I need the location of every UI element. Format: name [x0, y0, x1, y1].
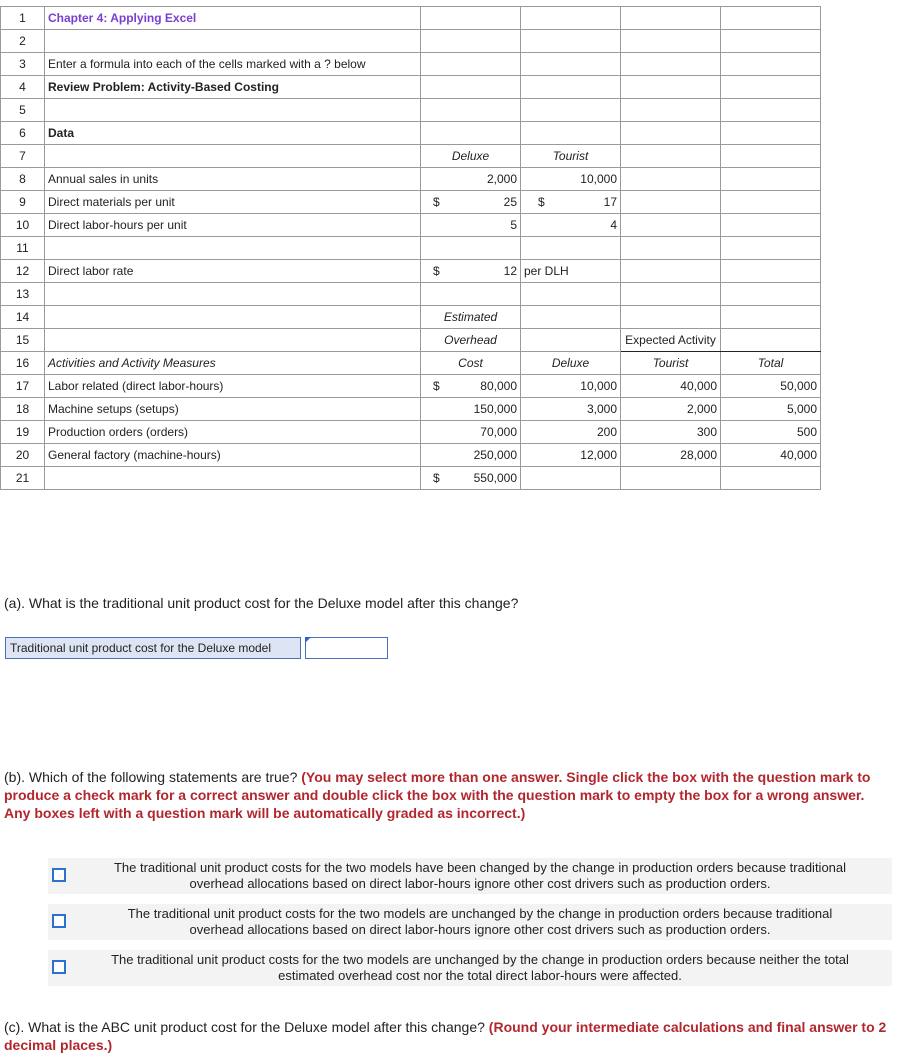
activity-deluxe: 12,000: [521, 444, 621, 467]
cell[interactable]: [721, 306, 821, 329]
question-a: (a). What is the traditional unit product cost for the Deluxe model after this change?: [4, 595, 519, 611]
sheet-row-20: [1, 444, 821, 467]
row-number: 16: [1, 352, 45, 375]
sheet-row-18: [1, 398, 821, 421]
cell[interactable]: [521, 329, 621, 352]
cell[interactable]: [721, 467, 821, 490]
sheet-row-4: [1, 76, 821, 99]
cell[interactable]: [421, 76, 521, 99]
cell[interactable]: [45, 329, 421, 352]
cell[interactable]: [721, 329, 821, 352]
row-number: 4: [1, 76, 45, 99]
question-b: [4, 768, 894, 822]
sheet-row-7: [1, 145, 821, 168]
problem-title: Review Problem: Activity-Based Costing: [45, 76, 421, 99]
cell[interactable]: [621, 7, 721, 30]
sheet-row-1: [1, 7, 821, 30]
row-number: 6: [1, 122, 45, 145]
currency-symbol: $: [433, 471, 440, 485]
checkbox-1[interactable]: [52, 868, 66, 882]
activity-cost: 150,000: [421, 398, 521, 421]
cell[interactable]: [721, 7, 821, 30]
direct-materials-tourist: 17: [603, 195, 617, 209]
annual-sales-label: Annual sales in units: [45, 168, 421, 191]
cell[interactable]: [721, 237, 821, 260]
cell[interactable]: [721, 30, 821, 53]
total-overhead-value: 550,000: [473, 471, 517, 485]
header-overhead: Overhead: [421, 329, 521, 352]
cell[interactable]: [621, 53, 721, 76]
row-number: 3: [1, 53, 45, 76]
answer-row-a: [5, 637, 388, 659]
option-1-text: [78, 860, 882, 892]
sheet-row-9: [1, 191, 821, 214]
data-label: Data: [45, 122, 421, 145]
sheet-row-2: [1, 30, 821, 53]
sheet-row-14: [1, 306, 821, 329]
cell[interactable]: [721, 53, 821, 76]
cell[interactable]: [421, 30, 521, 53]
question-c-instruction: (Round your intermediate calculations and final answer to 2 decimal places.): [4, 1019, 887, 1053]
activity-deluxe: 3,000: [521, 398, 621, 421]
input-corner-marker: [305, 637, 311, 643]
cell[interactable]: [521, 76, 621, 99]
activities-label: Activities and Activity Measures: [45, 352, 421, 375]
sheet-title: Chapter 4: Applying Excel: [45, 7, 421, 30]
spreadsheet-grid: [0, 6, 821, 490]
row-number: 8: [1, 168, 45, 191]
sheet-row-10: [1, 214, 821, 237]
activity-tourist: 2,000: [621, 398, 721, 421]
activity-cost: 80,000: [480, 379, 517, 393]
sheet-row-21: [1, 467, 821, 490]
sheet-row-8: [1, 168, 821, 191]
activity-tourist: 28,000: [621, 444, 721, 467]
header-activity-tourist: Tourist: [621, 352, 721, 375]
activity-total: 5,000: [721, 398, 821, 421]
row-number: 20: [1, 444, 45, 467]
cell[interactable]: [721, 214, 821, 237]
cell[interactable]: [45, 30, 421, 53]
row-number: 14: [1, 306, 45, 329]
row-number: 18: [1, 398, 45, 421]
header-activity-total: Total: [721, 352, 821, 375]
cell[interactable]: [721, 122, 821, 145]
direct-labor-rate-value: 12: [503, 264, 517, 278]
cell[interactable]: [621, 260, 721, 283]
cell[interactable]: [421, 7, 521, 30]
sheet-row-15: [1, 329, 821, 352]
direct-labor-hours-label: Direct labor-hours per unit: [45, 214, 421, 237]
row-number: 19: [1, 421, 45, 444]
activity-total: 50,000: [721, 375, 821, 398]
cell[interactable]: [421, 237, 521, 260]
header-expected-activity: Expected Activity: [621, 329, 721, 352]
sheet-row-19: [1, 421, 821, 444]
direct-labor-rate-unit: per DLH: [521, 260, 621, 283]
row-number: 13: [1, 283, 45, 306]
currency-symbol: $: [433, 264, 440, 278]
row-number: 2: [1, 30, 45, 53]
checkbox-2[interactable]: [52, 914, 66, 928]
option-1[interactable]: [48, 858, 892, 894]
instruction-text: Enter a formula into each of the cells marked with a ? below: [45, 53, 421, 76]
cell[interactable]: [45, 99, 421, 122]
row-number: 17: [1, 375, 45, 398]
cell[interactable]: [521, 306, 621, 329]
row-number: 7: [1, 145, 45, 168]
row-number: 10: [1, 214, 45, 237]
row-number: 11: [1, 237, 45, 260]
sheet-row-5: [1, 99, 821, 122]
question-c-text: (c). What is the ABC unit product cost for the Deluxe model after this change?: [4, 1019, 489, 1035]
activity-cost: 250,000: [421, 444, 521, 467]
header-deluxe: Deluxe: [421, 145, 521, 168]
cell[interactable]: [521, 7, 621, 30]
header-cost: Cost: [421, 352, 521, 375]
header-tourist: Tourist: [521, 145, 621, 168]
header-activity-deluxe: Deluxe: [521, 352, 621, 375]
cell[interactable]: [621, 30, 721, 53]
question-b-text: (b). Which of the following statements are true?: [4, 769, 302, 785]
cell[interactable]: [621, 76, 721, 99]
cell[interactable]: [45, 145, 421, 168]
currency-symbol: $: [433, 195, 440, 209]
option-3-line-2: estimated overhead cost nor the total direct labor-hours were affected.: [278, 968, 682, 983]
cell[interactable]: [45, 467, 421, 490]
cell[interactable]: [521, 99, 621, 122]
activity-cost-cell: [421, 375, 521, 398]
direct-labor-hours-tourist: 4: [521, 214, 621, 237]
activity-tourist: 300: [621, 421, 721, 444]
activity-name: Labor related (direct labor-hours): [45, 375, 421, 398]
annual-sales-tourist: 10,000: [521, 168, 621, 191]
option-2-line-1: The traditional unit product costs for the two models are unchanged by the change in production orders because traditional: [127, 906, 833, 921]
activity-total: 40,000: [721, 444, 821, 467]
sheet-row-3: [1, 53, 821, 76]
annual-sales-deluxe: 2,000: [421, 168, 521, 191]
option-2[interactable]: [48, 904, 892, 940]
cell[interactable]: [521, 122, 621, 145]
cell[interactable]: [521, 237, 621, 260]
cell[interactable]: [521, 283, 621, 306]
activity-name: General factory (machine-hours): [45, 444, 421, 467]
option-3-line-1: The traditional unit product costs for the two models are unchanged by the change in production orders because neither the total: [111, 952, 849, 967]
cell[interactable]: [421, 53, 521, 76]
option-1-line-1: The traditional unit product costs for the two models have been changed by the change in production orders because traditional: [113, 860, 847, 875]
activity-name: Machine setups (setups): [45, 398, 421, 421]
answer-input[interactable]: [305, 637, 388, 659]
cell[interactable]: [45, 237, 421, 260]
activity-name: Production orders (orders): [45, 421, 421, 444]
question-b-instruction: (You may select more than one answer. Single click the box with the question mark to produce a check mark for a correct answer and double click the box with the question mark to empty the box for a wrong answer. Any boxes left with a question mark will be automatically graded as incorrect.): [4, 769, 871, 821]
row-number: 9: [1, 191, 45, 214]
option-1-line-2: overhead allocations based on direct labor-hours ignore other cost drivers such as production orders.: [189, 876, 771, 891]
direct-materials-deluxe-cell: [421, 191, 521, 214]
row-number: 21: [1, 467, 45, 490]
cell[interactable]: [521, 467, 621, 490]
cell[interactable]: [621, 145, 721, 168]
option-2-line-2: overhead allocations based on direct labor-hours ignore other cost drivers such as production orders.: [189, 922, 771, 937]
cell[interactable]: [621, 191, 721, 214]
cell[interactable]: [621, 467, 721, 490]
currency-symbol: $: [538, 195, 545, 209]
currency-symbol: $: [433, 379, 440, 393]
sheet-row-6: [1, 122, 821, 145]
cell[interactable]: [45, 283, 421, 306]
cell[interactable]: [721, 283, 821, 306]
cell[interactable]: [621, 214, 721, 237]
cell[interactable]: [421, 99, 521, 122]
sheet-row-17: [1, 375, 821, 398]
activity-deluxe: 10,000: [521, 375, 621, 398]
cell[interactable]: [721, 191, 821, 214]
cell[interactable]: [521, 53, 621, 76]
cell[interactable]: [721, 99, 821, 122]
cell[interactable]: [721, 145, 821, 168]
sheet-row-13: [1, 283, 821, 306]
row-number: 15: [1, 329, 45, 352]
direct-labor-rate-label: Direct labor rate: [45, 260, 421, 283]
activity-total: 500: [721, 421, 821, 444]
direct-materials-deluxe: 25: [503, 195, 517, 209]
option-2-text: [78, 906, 882, 938]
total-overhead-cell: [421, 467, 521, 490]
cell[interactable]: [621, 122, 721, 145]
direct-labor-hours-deluxe: 5: [421, 214, 521, 237]
cell[interactable]: [421, 283, 521, 306]
cell[interactable]: [721, 260, 821, 283]
cell[interactable]: [421, 122, 521, 145]
cell[interactable]: [621, 237, 721, 260]
cell[interactable]: [621, 168, 721, 191]
sheet-row-11: [1, 237, 821, 260]
row-number: 1: [1, 7, 45, 30]
row-number: 5: [1, 99, 45, 122]
sheet-row-16: [1, 352, 821, 375]
cell[interactable]: [721, 76, 821, 99]
question-c: [4, 1018, 894, 1054]
activity-tourist: 40,000: [621, 375, 721, 398]
answer-label: Traditional unit product cost for the Deluxe model: [5, 637, 301, 659]
option-3[interactable]: [48, 950, 892, 986]
sheet-row-12: [1, 260, 821, 283]
header-estimated: Estimated: [421, 306, 521, 329]
direct-materials-tourist-cell: [521, 191, 621, 214]
cell[interactable]: [621, 99, 721, 122]
cell[interactable]: [621, 283, 721, 306]
activity-deluxe: 200: [521, 421, 621, 444]
row-number: 12: [1, 260, 45, 283]
cell[interactable]: [45, 306, 421, 329]
option-3-text: [78, 952, 882, 984]
activity-cost: 70,000: [421, 421, 521, 444]
direct-materials-label: Direct materials per unit: [45, 191, 421, 214]
checkbox-3[interactable]: [52, 960, 66, 974]
cell[interactable]: [521, 30, 621, 53]
cell[interactable]: [621, 306, 721, 329]
cell[interactable]: [721, 168, 821, 191]
direct-labor-rate-cell: [421, 260, 521, 283]
